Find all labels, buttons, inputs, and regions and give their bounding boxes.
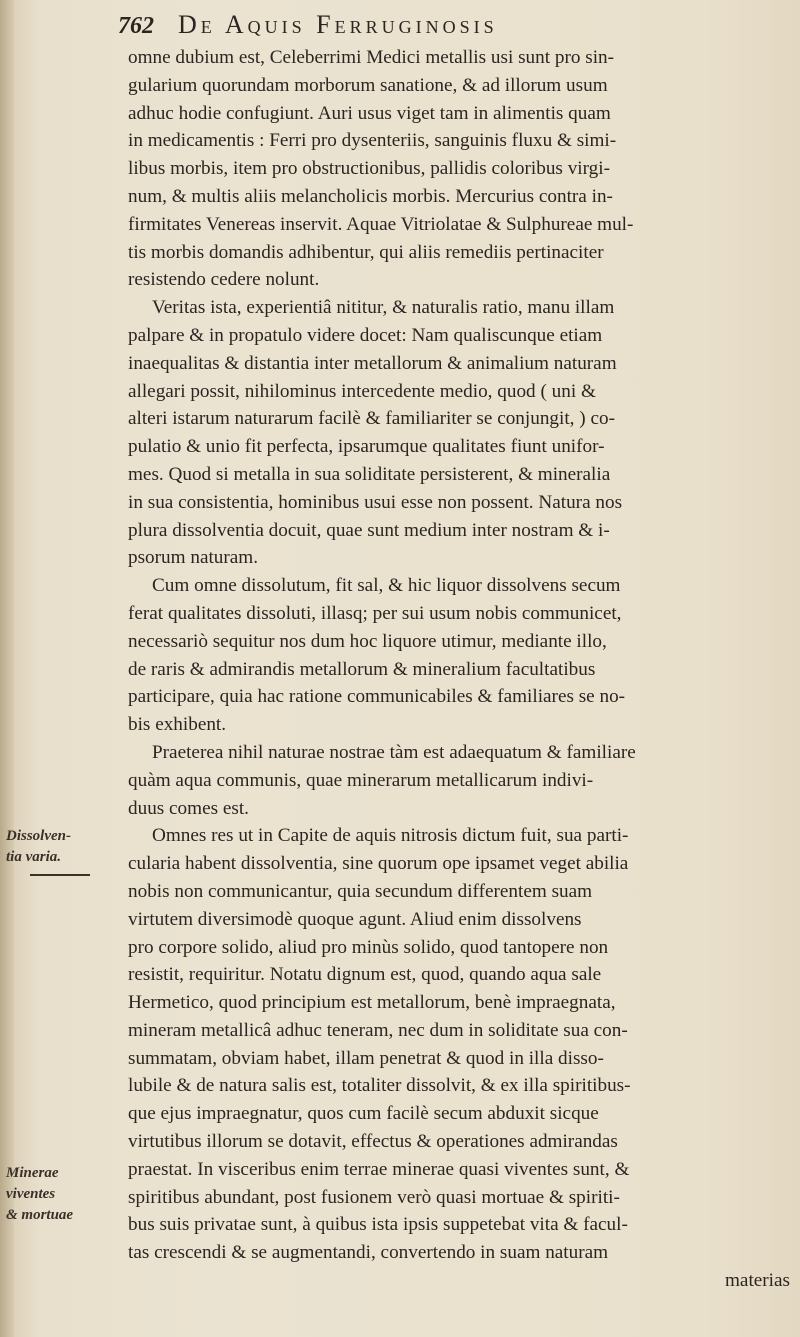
text-line: palpare & in propatulo videre docet: Nam qualiscunque etiam bbox=[128, 324, 603, 346]
text-line: tis morbis domandis adhibentur, qui aliis remediis pertinaciter bbox=[128, 241, 604, 263]
text-line: nobis non communicantur, quia secundum differentem suam bbox=[128, 880, 593, 902]
text-line: praestat. In visceribus enim terrae minerae quasi viventes sunt, & bbox=[128, 1158, 630, 1180]
catchword: materias bbox=[725, 1270, 790, 1292]
margin-note-dissolventia bbox=[6, 826, 124, 868]
text-line: num, & multis aliis melancholicis morbis. Mercurius contra in- bbox=[128, 185, 613, 207]
page-number: 762 bbox=[118, 13, 154, 39]
text-line: allegari possit, nihilominus intercedente medio, quod ( uni & bbox=[128, 380, 596, 402]
text-line: pro corpore solido, aliud pro minùs solido, quod tantopere non bbox=[128, 936, 609, 958]
running-title: De Aquis Ferruginosis bbox=[178, 10, 498, 39]
text-line: duus comes est. bbox=[128, 797, 249, 819]
text-line: libus morbis, item pro obstructionibus, pallidis coloribus virgi- bbox=[128, 158, 610, 180]
text-line: Veritas ista, experientiâ nititur, & naturalis ratio, manu illam bbox=[152, 297, 615, 319]
margin-note-minerae bbox=[6, 1163, 124, 1226]
page-binding-shadow bbox=[0, 0, 14, 1337]
text-line: summatam, obviam habet, illam penetrat & quod in illa disso- bbox=[128, 1047, 604, 1069]
text-line: resistendo cedere nolunt. bbox=[128, 269, 320, 291]
text-line: plura dissolventia docuit, quae sunt medium inter nostram & i- bbox=[128, 519, 610, 541]
text-line: mineram metallicâ adhuc teneram, nec dum in soliditate sua con- bbox=[128, 1019, 628, 1041]
text-line: inaequalitas & distantia inter metallorum & animalium naturam bbox=[128, 352, 617, 374]
text-line: adhuc hodie confugiunt. Auri usus viget tam in alimentis quam bbox=[128, 102, 611, 124]
text-line: virtutem diversimodè quoque agunt. Aliud enim dissolvens bbox=[128, 908, 582, 930]
text-line: in sua consistentia, hominibus usui esse non possent. Natura nos bbox=[128, 491, 623, 513]
text-line: pulatio & unio fit perfecta, ipsarumque qualitates fiunt unifor- bbox=[128, 436, 605, 458]
text-line: Praeterea nihil naturae nostrae tàm est adaequatum & familiare bbox=[152, 741, 636, 763]
text-line: que ejus impraegnatur, quos cum facilè secum abduxit sicque bbox=[128, 1103, 599, 1125]
text-line: bus suis privatae sunt, à quibus ista ipsis suppetebat vita & facul- bbox=[128, 1214, 628, 1236]
text-line: resistit, requiritur. Notatu dignum est, quod, quando aqua sale bbox=[128, 964, 602, 986]
text-line: firmitates Venereas inservit. Aquae Vitriolatae & Sulphureae mul- bbox=[128, 213, 634, 235]
margin-note-line: Minerae bbox=[6, 1165, 59, 1181]
text-line: virtutibus illorum se dotavit, effectus & operationes admirandas bbox=[128, 1131, 618, 1153]
text-line: quàm aqua communis, quae minerarum metallicarum indivi- bbox=[128, 769, 594, 791]
margin-note-line: viventes bbox=[6, 1186, 56, 1202]
text-line: alteri istarum naturarum facilè & familiariter se conjungit, ) co- bbox=[128, 408, 615, 430]
text-line: spiritibus abundant, post fusionem verò quasi mortuae & spiriti- bbox=[128, 1186, 620, 1208]
text-line: Hermetico, quod principium est metallorum, benè impraegnata, bbox=[128, 992, 616, 1014]
text-line: omne dubium est, Celeberrimi Medici metallis usi sunt pro sin- bbox=[128, 47, 615, 68]
margin-note-line: & mortuae bbox=[6, 1207, 74, 1223]
text-line: in medicamentis : Ferri pro dysenteriis, sanguinis fluxu & simi- bbox=[128, 130, 617, 152]
text-line: Omnes res ut in Capite de aquis nitrosis dictum fuit, sua parti- bbox=[152, 825, 629, 847]
text-line: ferat qualitates dissoluti, illasq; per sui usum nobis communicet, bbox=[128, 602, 622, 624]
text-line: tas crescendi & se augmentandi, convertendo in suam naturam bbox=[128, 1242, 609, 1264]
margin-note-line: Dissolven- bbox=[6, 828, 71, 844]
text-line: lubile & de natura salis est, totaliter dissolvit, & ex illa spiritibus- bbox=[128, 1075, 631, 1097]
text-line: necessariò sequitur nos dum hoc liquore utimur, mediante illo, bbox=[128, 630, 607, 652]
text-line: de raris & admirandis metallorum & mineralium facultatibus bbox=[128, 658, 596, 680]
text-line: psorum naturam. bbox=[128, 547, 259, 569]
text-line: participare, quia hac ratione communicabiles & familiares se no- bbox=[128, 686, 626, 708]
margin-rule bbox=[30, 874, 90, 876]
margin-note-line: tia varia. bbox=[6, 849, 61, 865]
body-text bbox=[128, 44, 790, 1295]
text-line: mes. Quod si metalla in sua soliditate persisterent, & mineralia bbox=[128, 463, 611, 485]
text-line: gularium quorundam morborum sanatione, & ad illorum usum bbox=[128, 74, 608, 96]
text-line: cularia habent dissolventia, sine quorum ope ipsamet veget abilia bbox=[128, 853, 629, 875]
text-line: bis exhibent. bbox=[128, 714, 227, 736]
text-line: Cum omne dissolutum, fit sal, & hic liquor dissolvens secum bbox=[152, 575, 621, 597]
